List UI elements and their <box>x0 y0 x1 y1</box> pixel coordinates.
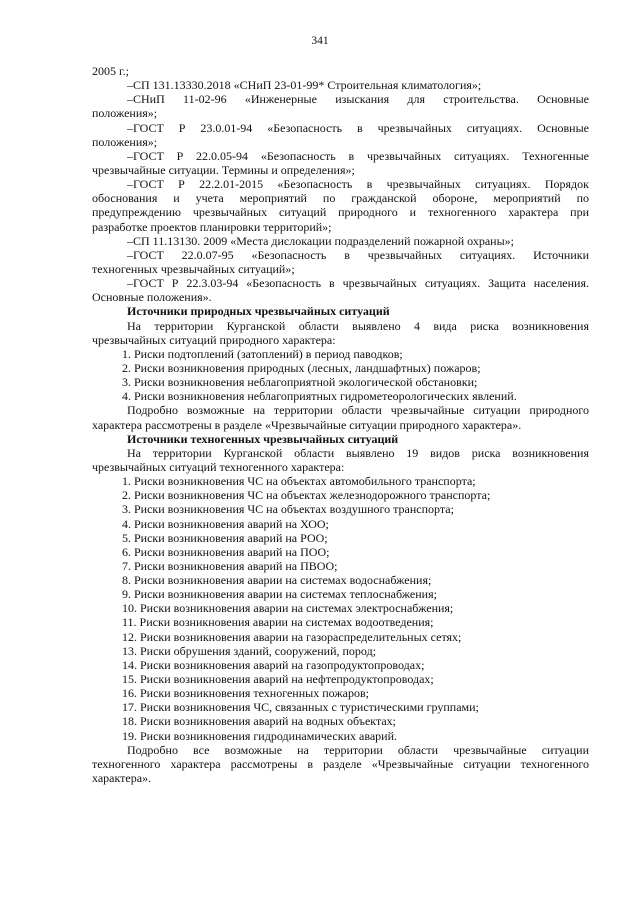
text-line: обоснования и учета мероприятий по гражданской обороне, мероприятий по <box>92 191 589 206</box>
text-line: Основные положения». <box>92 290 212 305</box>
text-line: –ГОСТ Р 22.0.05-94 «Безопасность в чрезвычайных ситуациях. Техногенные <box>127 148 589 163</box>
list-item: 3. Риски возникновения неблагоприятной экологической обстановки; <box>122 375 478 390</box>
document-body <box>92 64 589 785</box>
text-line: чрезвычайных ситуаций природного характера: <box>92 332 336 347</box>
list-item: 17. Риски возникновения ЧС, связанных с туристическими группами; <box>122 700 479 715</box>
text-line: положения»; <box>92 106 158 121</box>
list-item: 3. Риски возникновения ЧС на объектах воздушного транспорта; <box>122 502 454 517</box>
section-heading: Источники природных чрезвычайных ситуаций <box>127 304 390 319</box>
list-item: 5. Риски возникновения аварий на РОО; <box>122 530 328 545</box>
list-item: 10. Риски возникновения аварии на системах электроснабжения; <box>122 601 454 616</box>
text-line: техногенных чрезвычайных ситуаций»; <box>92 261 295 276</box>
text-line: характера». <box>92 771 152 786</box>
text-line: характера рассмотрены в разделе «Чрезвычайные ситуации природного характера». <box>92 417 522 432</box>
text-line: положения»; <box>92 134 158 149</box>
list-item: 1. Риски возникновения ЧС на объектах автомобильного транспорта; <box>122 474 476 489</box>
text-line: –ГОСТ Р 22.3.03-94 «Безопасность в чрезвычайных ситуациях. Защита населения. <box>127 276 589 291</box>
text-line: –ГОСТ Р 23.0.01-94 «Безопасность в чрезвычайных ситуациях. Основные <box>127 120 589 135</box>
list-item: 2. Риски возникновения природных (лесных, ландшафтных) пожаров; <box>122 360 481 375</box>
text-line: предупреждению чрезвычайных ситуаций природного и техногенного характера при <box>92 205 589 220</box>
list-item: 11. Риски возникновения аварии на системах водоотведения; <box>122 615 434 630</box>
text-line: 2005 г.; <box>92 64 129 78</box>
list-item: 16. Риски возникновения техногенных пожаров; <box>122 686 369 701</box>
list-item: 15. Риски возникновения аварий на нефтепродуктопроводах; <box>122 672 434 687</box>
text-line: разработке проектов планировки территорий»; <box>92 219 332 234</box>
text-line: На территории Курганской области выявлено 19 видов риска возникновения <box>127 445 589 460</box>
list-item: 9. Риски возникновения аварии на системах теплоснабжения; <box>122 587 437 602</box>
text-line: чрезвычайные ситуации. Термины и определения»; <box>92 162 355 177</box>
page-number: 341 <box>311 35 329 47</box>
text-line: Подробно все возможные на территории области чрезвычайные ситуации <box>127 742 589 757</box>
list-item: 7. Риски возникновения аварий на ПВОО; <box>122 558 338 573</box>
list-item: 14. Риски возникновения аварий на газопродуктопроводах; <box>122 657 425 672</box>
list-item: 8. Риски возникновения аварии на системах водоснабжения; <box>122 573 432 588</box>
text-line: техногенного характера рассмотрены в разделе «Чрезвычайные ситуации техногенного <box>92 756 589 771</box>
section-heading: Источники техногенных чрезвычайных ситуаций <box>127 431 399 446</box>
list-item: 4. Риски возникновения неблагоприятных гидрометеорологических явлений. <box>122 389 517 404</box>
text-line: –ГОСТ 22.0.07-95 «Безопасность в чрезвычайных ситуациях. Источники <box>127 247 589 262</box>
text-line: –СНиП 11-02-96 «Инженерные изыскания для строительства. Основные <box>127 92 589 107</box>
list-item: 6. Риски возникновения аварий на ПОО; <box>122 544 330 559</box>
list-item: 12. Риски возникновения аварии на газораспределительных сетях; <box>122 629 462 644</box>
list-item: 18. Риски возникновения аварий на водных объектах; <box>122 714 397 729</box>
list-item: 2. Риски возникновения ЧС на объектах железнодорожного транспорта; <box>122 488 491 503</box>
text-line: На территории Курганской области выявлено 4 вида риска возникновения <box>127 318 589 333</box>
list-item: 1. Риски подтоплений (затоплений) в период паводков; <box>122 346 403 361</box>
text-line: –СП 131.13330.2018 «СНиП 23-01-99* Строительная климатология»; <box>127 78 482 93</box>
list-item: 19. Риски возникновения гидродинамических аварий. <box>122 728 398 743</box>
text-line: –СП 11.13130. 2009 «Места дислокации подразделений пожарной охраны»; <box>127 233 514 248</box>
text-line: чрезвычайных ситуаций техногенного характера: <box>92 459 345 474</box>
text-line: Подробно возможные на территории области чрезвычайные ситуации природного <box>127 403 589 418</box>
list-item: 13. Риски обрушения зданий, сооружений, пород; <box>122 643 377 658</box>
list-item: 4. Риски возникновения аварий на ХОО; <box>122 516 329 531</box>
text-line: –ГОСТ Р 22.2.01-2015 «Безопасность в чрезвычайных ситуациях. Порядок <box>127 177 589 192</box>
